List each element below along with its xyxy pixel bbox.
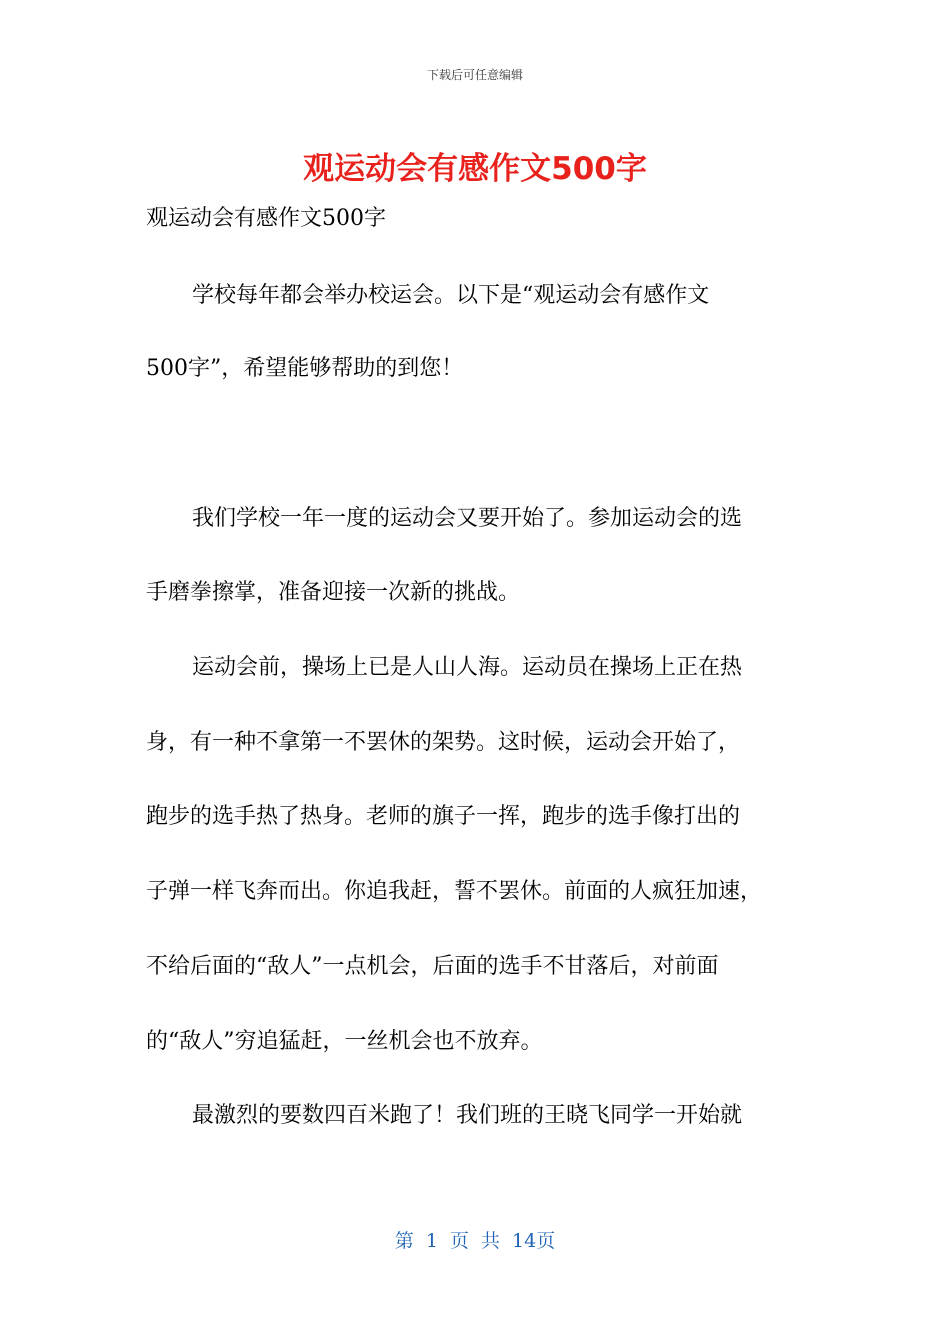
header-note: 下载后可任意编辑 — [426, 68, 523, 82]
page-number: 第 1 页 共 14页 — [394, 1230, 556, 1252]
paragraph-line: 手磨拳擦掌，准备迎接一次新的挑战。 — [146, 580, 521, 605]
document-subtitle: 观运动会有感作文500字 — [146, 206, 386, 231]
paragraph-line: 跑步的选手热了热身。老师的旗子一挥，跑步的选手像打出的 — [146, 804, 741, 829]
paragraph-line: 子弹一样飞奔而出。你追我赶，誓不罢休。前面的人疯狂加速， — [146, 879, 763, 904]
paragraph-line: 运动会前，操场上已是人山人海。运动员在操场上正在热 — [192, 655, 743, 680]
paragraph-line: 500字”，希望能够帮助的到您！ — [146, 356, 464, 381]
paragraph-line: 的“敌人”穷追猛赶，一丝机会也不放弃。 — [146, 1029, 543, 1054]
paragraph-line: 学校每年都会举办校运会。以下是“观运动会有感作文 — [192, 283, 710, 308]
document-title: 观运动会有感作文500字 — [303, 151, 647, 187]
paragraph-line: 不给后面的“敌人”一点机会，后面的选手不甘落后，对前面 — [146, 954, 719, 979]
paragraph-line: 身，有一种不拿第一不罢休的架势。这时候，运动会开始了， — [146, 730, 741, 755]
paragraph-line: 最激烈的要数四百米跑了！我们班的王晓飞同学一开始就 — [192, 1103, 743, 1128]
paragraph-line: 我们学校一年一度的运动会又要开始了。参加运动会的选 — [192, 506, 743, 531]
